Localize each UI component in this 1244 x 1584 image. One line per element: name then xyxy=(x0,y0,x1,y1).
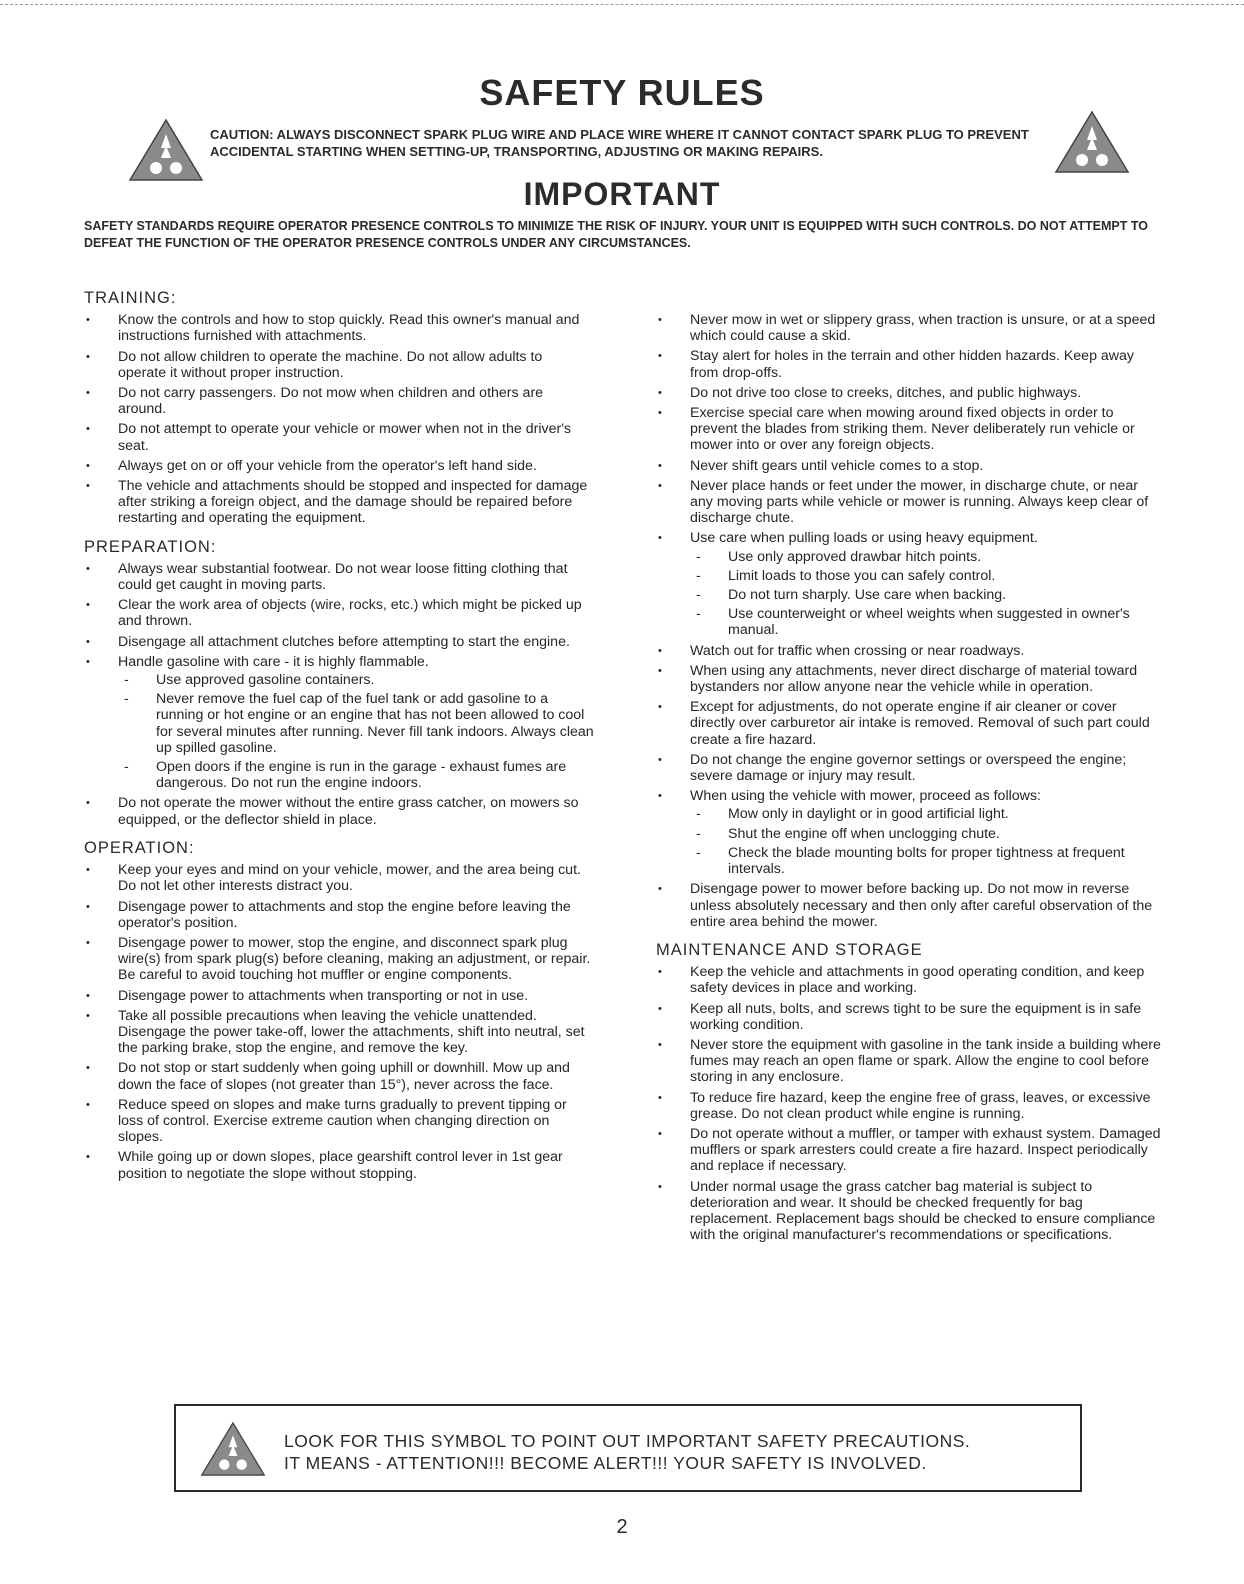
list-item xyxy=(84,654,594,792)
list-item-text: When using the vehicle with mower, proceed as follows: xyxy=(690,788,1041,805)
callout-line-2: IT MEANS - ATTENTION!!! BECOME ALERT!!! YOUR SAFETY IS INVOLVED. xyxy=(284,1453,927,1473)
list-item: • Clear the work area of objects (wire, rocks, etc.) which might be picked up and thrown. xyxy=(84,597,594,629)
list-item: • Know the controls and how to stop quickly. Read this owner's manual and instructions furnished with attachments. xyxy=(84,312,594,344)
operation-list-continued xyxy=(656,312,1164,930)
sub-item: - Use only approved drawbar hitch points. xyxy=(690,549,1164,565)
caution-text: CAUTION: ALWAYS DISCONNECT SPARK PLUG WIRE AND PLACE WIRE WHERE IT CANNOT CONTACT SPARK PLUG TO PREVENT ACCIDENTAL STARTING WHEN SETTING-UP, TRANSPORTING, ADJUSTING OR MAKING REPAIRS. xyxy=(210,127,1029,159)
gasoline-sublist xyxy=(118,672,594,791)
list-item: • Do not carry passengers. Do not mow when children and others are around. xyxy=(84,385,594,417)
list-item xyxy=(656,788,1164,877)
list-item: • Do not stop or start suddenly when going uphill or downhill. Mow up and down the face of slopes (not greater than 15°), never across the face. xyxy=(84,1060,594,1092)
list-item: • Disengage power to mower before backing up. Do not mow in reverse unless absolutely necessary and then only after careful observation of the entire area behind the mower. xyxy=(656,881,1164,930)
sub-item: - Mow only in daylight or in good artificial light. xyxy=(690,806,1164,822)
list-item: • Do not operate without a muffler, or tamper with exhaust system. Damaged mufflers or spark arresters could create a fire hazard. Inspect periodically and replace if necessary. xyxy=(656,1126,1164,1175)
list-item-text: Use care when pulling loads or using heavy equipment. xyxy=(690,530,1038,547)
warning-triangle-icon xyxy=(200,1420,266,1478)
right-column xyxy=(656,312,1164,1247)
sub-item: - Use approved gasoline containers. xyxy=(118,672,594,688)
standards-text: SAFETY STANDARDS REQUIRE OPERATOR PRESENCE CONTROLS TO MINIMIZE THE RISK OF INJURY. YOUR UNIT IS EQUIPPED WITH SUCH CONTROLS. DO NOT ATTEMPT TO DEFEAT THE FUNCTION OF THE OPERATOR PRESENCE CONTROLS UNDER ANY CIRCUMSTANCES. xyxy=(84,219,1148,250)
sub-item: - Check the blade mounting bolts for proper tightness at frequent intervals. xyxy=(690,845,1164,877)
list-item: • Under normal usage the grass catcher bag material is subject to deterioration and wear. It should be checked frequently for bag replacement. Replacement bags should be checked to ensure compliance with the original manufacturer's recommendations or specifications. xyxy=(656,1179,1164,1244)
list-item: • To reduce fire hazard, keep the engine free of grass, leaves, or excessive grease. Do not clean product while engine is running. xyxy=(656,1090,1164,1122)
sub-item: - Limit loads to those you can safely control. xyxy=(690,568,1164,584)
operation-list xyxy=(84,862,594,1182)
page-title: SAFETY RULES xyxy=(479,72,765,113)
mower-sublist xyxy=(690,806,1164,877)
maintenance-list xyxy=(656,964,1164,1243)
operation-heading: OPERATION: xyxy=(84,838,195,857)
sub-item: - Shut the engine off when unclogging chute. xyxy=(690,826,1164,842)
sub-item: - Open doors if the engine is run in the garage - exhaust fumes are dangerous. Do not run the engine indoors. xyxy=(118,759,594,791)
list-item: • Do not change the engine governor settings or overspeed the engine; severe damage or injury may result. xyxy=(656,752,1164,784)
list-item: • Stay alert for holes in the terrain and other hidden hazards. Keep away from drop-offs. xyxy=(656,348,1164,380)
warning-triangle-icon xyxy=(1054,110,1130,174)
sub-item: - Do not turn sharply. Use care when backing. xyxy=(690,587,1164,603)
list-item: • Always get on or off your vehicle from the operator's left hand side. xyxy=(84,458,594,474)
warning-triangle-icon xyxy=(128,118,204,182)
list-item: • Never shift gears until vehicle comes to a stop. xyxy=(656,458,1164,474)
maintenance-heading: MAINTENANCE AND STORAGE xyxy=(656,940,923,959)
list-item: • Do not allow children to operate the machine. Do not allow adults to operate it without proper instruction. xyxy=(84,349,594,381)
list-item: • Disengage power to attachments when transporting or not in use. xyxy=(84,988,594,1004)
loads-sublist xyxy=(690,549,1164,639)
attention-callout-box xyxy=(174,1404,1082,1492)
list-item: • Do not drive too close to creeks, ditches, and public highways. xyxy=(656,385,1164,401)
list-item: • The vehicle and attachments should be stopped and inspected for damage after striking a foreign object, and the damage should be repaired before restarting and operating the equipment. xyxy=(84,478,594,527)
sub-item: - Use counterweight or wheel weights when suggested in owner's manual. xyxy=(690,606,1164,638)
list-item: • Take all possible precautions when leaving the vehicle unattended. Disengage the power take-off, lower the attachments, shift into neutral, set the parking brake, stop the engine, and remove the key. xyxy=(84,1008,594,1057)
list-item: • Keep your eyes and mind on your vehicle, mower, and the area being cut. Do not let other interests distract you. xyxy=(84,862,594,894)
preparation-heading: PREPARATION: xyxy=(84,537,217,556)
list-item: • Disengage power to attachments and stop the engine before leaving the operator's position. xyxy=(84,899,594,931)
sub-item: - Never remove the fuel cap of the fuel tank or add gasoline to a running or hot engine or an engine that has not been allowed to cool for several minutes after running. Never fill tank indoors. Always clean up spilled gasoline. xyxy=(118,691,594,756)
list-item: • Do not operate the mower without the entire grass catcher, on mowers so equipped, or the deflector shield in place. xyxy=(84,795,594,827)
callout-line-1: LOOK FOR THIS SYMBOL TO POINT OUT IMPORTANT SAFETY PRECAUTIONS. xyxy=(284,1431,971,1451)
list-item: • Exercise special care when mowing around fixed objects in order to prevent the blades from striking them. Never deliberately run vehicle or mower into or over any foreign objects. xyxy=(656,405,1164,454)
important-heading: IMPORTANT xyxy=(523,176,721,212)
preparation-list xyxy=(84,561,594,828)
list-item: • Reduce speed on slopes and make turns gradually to prevent tipping or loss of control. Exercise extreme caution when changing direction on slopes. xyxy=(84,1097,594,1146)
callout-text xyxy=(284,1430,1064,1474)
list-item: • Watch out for traffic when crossing or near roadways. xyxy=(656,643,1164,659)
top-border-line xyxy=(0,4,1244,5)
list-item: • Never place hands or feet under the mower, in discharge chute, or near any moving parts while vehicle or mower is running. Always keep clear of discharge chute. xyxy=(656,478,1164,527)
training-heading: TRAINING: xyxy=(84,289,177,307)
list-item-text: Handle gasoline with care - it is highly flammable. xyxy=(118,653,429,670)
list-item: • Disengage all attachment clutches before attempting to start the engine. xyxy=(84,634,594,650)
list-item: • Keep all nuts, bolts, and screws tight to be sure the equipment is in safe working condition. xyxy=(656,1001,1164,1033)
list-item: • When using any attachments, never direct discharge of material toward bystanders nor allow anyone near the vehicle while in operation. xyxy=(656,663,1164,695)
list-item: • Except for adjustments, do not operate engine if air cleaner or cover directly over carburetor air intake is removed. Removal of such part could create a fire hazard. xyxy=(656,699,1164,748)
list-item: • While going up or down slopes, place gearshift control lever in 1st gear position to negotiate the slope without stopping. xyxy=(84,1149,594,1181)
list-item: • Never store the equipment with gasoline in the tank inside a building where fumes may reach an open flame or spark. Allow the engine to cool before storing in any enclosure. xyxy=(656,1037,1164,1086)
list-item xyxy=(656,530,1164,638)
list-item: • Do not attempt to operate your vehicle or mower when not in the driver's seat. xyxy=(84,421,594,453)
list-item: • Keep the vehicle and attachments in good operating condition, and keep safety devices in place and working. xyxy=(656,964,1164,996)
list-item: • Disengage power to mower, stop the engine, and disconnect spark plug wire(s) from spark plug(s) before cleaning, making an adjustment, or repair. Be careful to avoid touching hot muffler or engine components. xyxy=(84,935,594,984)
left-column xyxy=(84,290,594,1186)
list-item: • Never mow in wet or slippery grass, when traction is unsure, or at a speed which could cause a skid. xyxy=(656,312,1164,344)
list-item: • Always wear substantial footwear. Do not wear loose fitting clothing that could get caught in moving parts. xyxy=(84,561,594,593)
page-number: 2 xyxy=(616,1516,628,1538)
training-list xyxy=(84,312,594,526)
